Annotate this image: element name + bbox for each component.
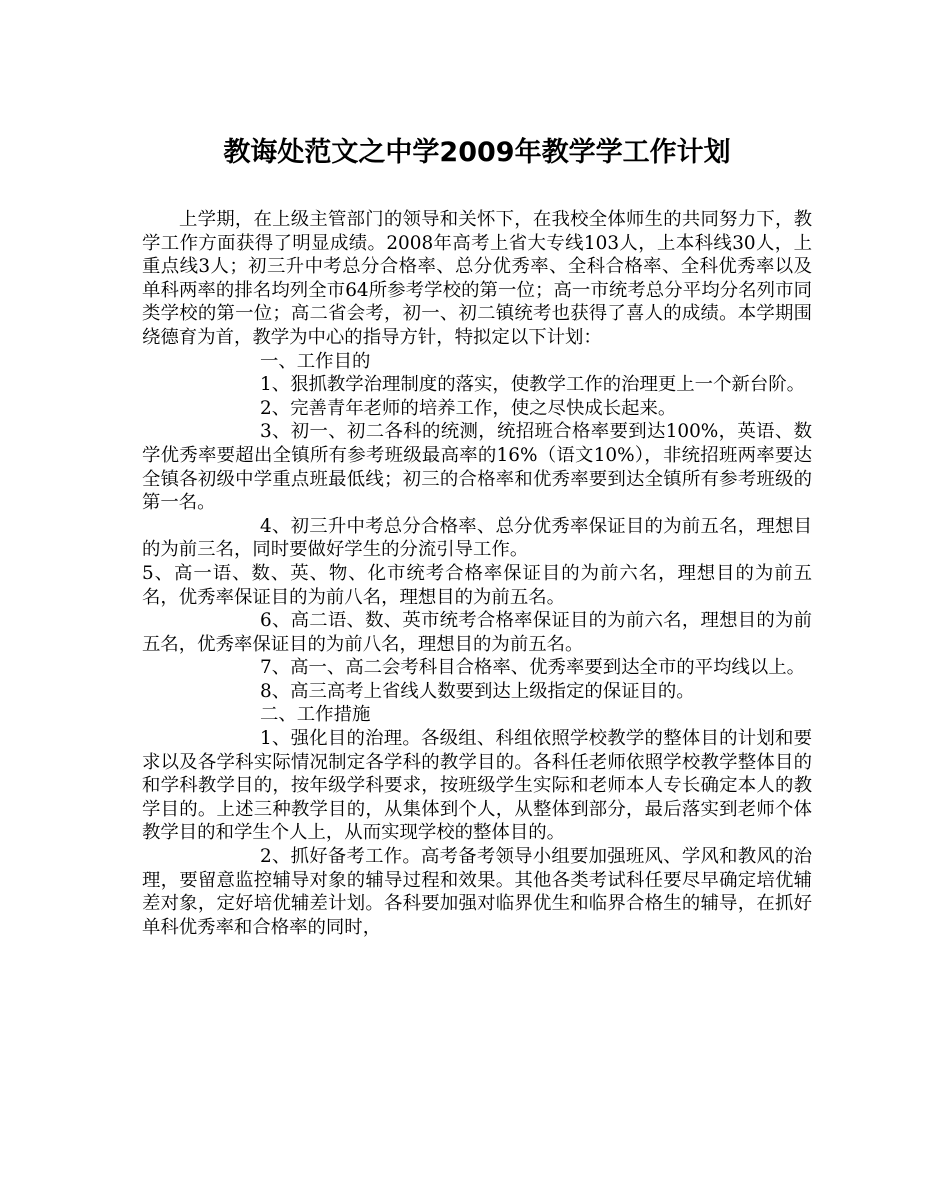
body-paragraph: 5、高一语、数、英、物、化市统考合格率保证目的为前六名，理想目的为前五名，优秀率保证目的为前八名，理想目的为前五名。	[142, 562, 812, 608]
document-body	[142, 208, 812, 939]
body-paragraph: 2、抓好备考工作。高考备考领导小组要加强班风、学风和教风的治理，要留意监控辅导对象的辅导过程和效果。其他各类考试科任要尽早确定培优辅差对象，定好培优辅差计划。各科要加强对临界优生和临界合格生的辅导，在抓好单科优秀率和合格率的同时，	[142, 846, 812, 938]
body-paragraph: 1、狠抓教学治理制度的落实，使教学工作的治理更上一个新台阶。	[260, 374, 806, 396]
document-title: 教诲处范文之中学2009年教学学工作计划	[223, 137, 731, 168]
body-paragraph: 1、强化目的治理。各级组、科组依照学校教学的整体目的计划和要求以及各学科实际情况制定各学科的教学目的。各科任老师依照学校教学整体目的和学科教学目的，按年级学科要求，按班级学生实际和老师本人专长确定本人的教学目的。上述三种教学目的，从集体到个人，从整体到部分，最后落实到老师个体教学目的和学生个人上，从而实现学校的整体目的。	[142, 728, 812, 844]
body-paragraph: 一、工作目的	[260, 350, 371, 372]
body-paragraph: 3、初一、初二各科的统测，统招班合格率要到达100%，英语、数学优秀率要超出全镇所有参考班级最高率的16%（语文10%），非统招班两率要达全镇各初级中学重点班最低线；初三的合格率和优秀率要到达全镇所有参考班级的第一名。	[142, 421, 812, 514]
body-paragraph: 6、高二语、数、英市统考合格率保证目的为前六名，理想目的为前五名，优秀率保证目的为前八名，理想目的为前五名。	[142, 610, 812, 655]
body-paragraph: 8、高三高考上省线人数要到达上级指定的保证目的。	[260, 680, 695, 702]
body-paragraph: 2、完善青年老师的培养工作，使之尽快成长起来。	[260, 397, 677, 419]
body-paragraph: 4、初三升中考总分合格率、总分优秀率保证目的为前五名，理想目的为前三名，同时要做好学生的分流引导工作。	[142, 515, 812, 561]
body-paragraph: 上学期，在上级主管部门的领导和关怀下，在我校全体师生的共同努力下，教学工作方面获得了明显成绩。2008年高考上省大专线103人，上本科线30人，上重点线3人；初三升中考总分合格率、总分优秀率、全科合格率、全科优秀率以及单科两率的排名均列全市64所参考学校的第一位；高一市统考总分平均分名列市同类学校的第一位；高二省会考，初一、初二镇统考也获得了喜人的成绩。本学期围绕德育为首，教学为中心的指导方针，特拟定以下计划：	[142, 209, 812, 348]
body-paragraph: 二、工作措施	[260, 704, 371, 726]
body-paragraph: 7、高一、高二会考科目合格率、优秀率要到达全市的平均线以上。	[260, 657, 806, 679]
